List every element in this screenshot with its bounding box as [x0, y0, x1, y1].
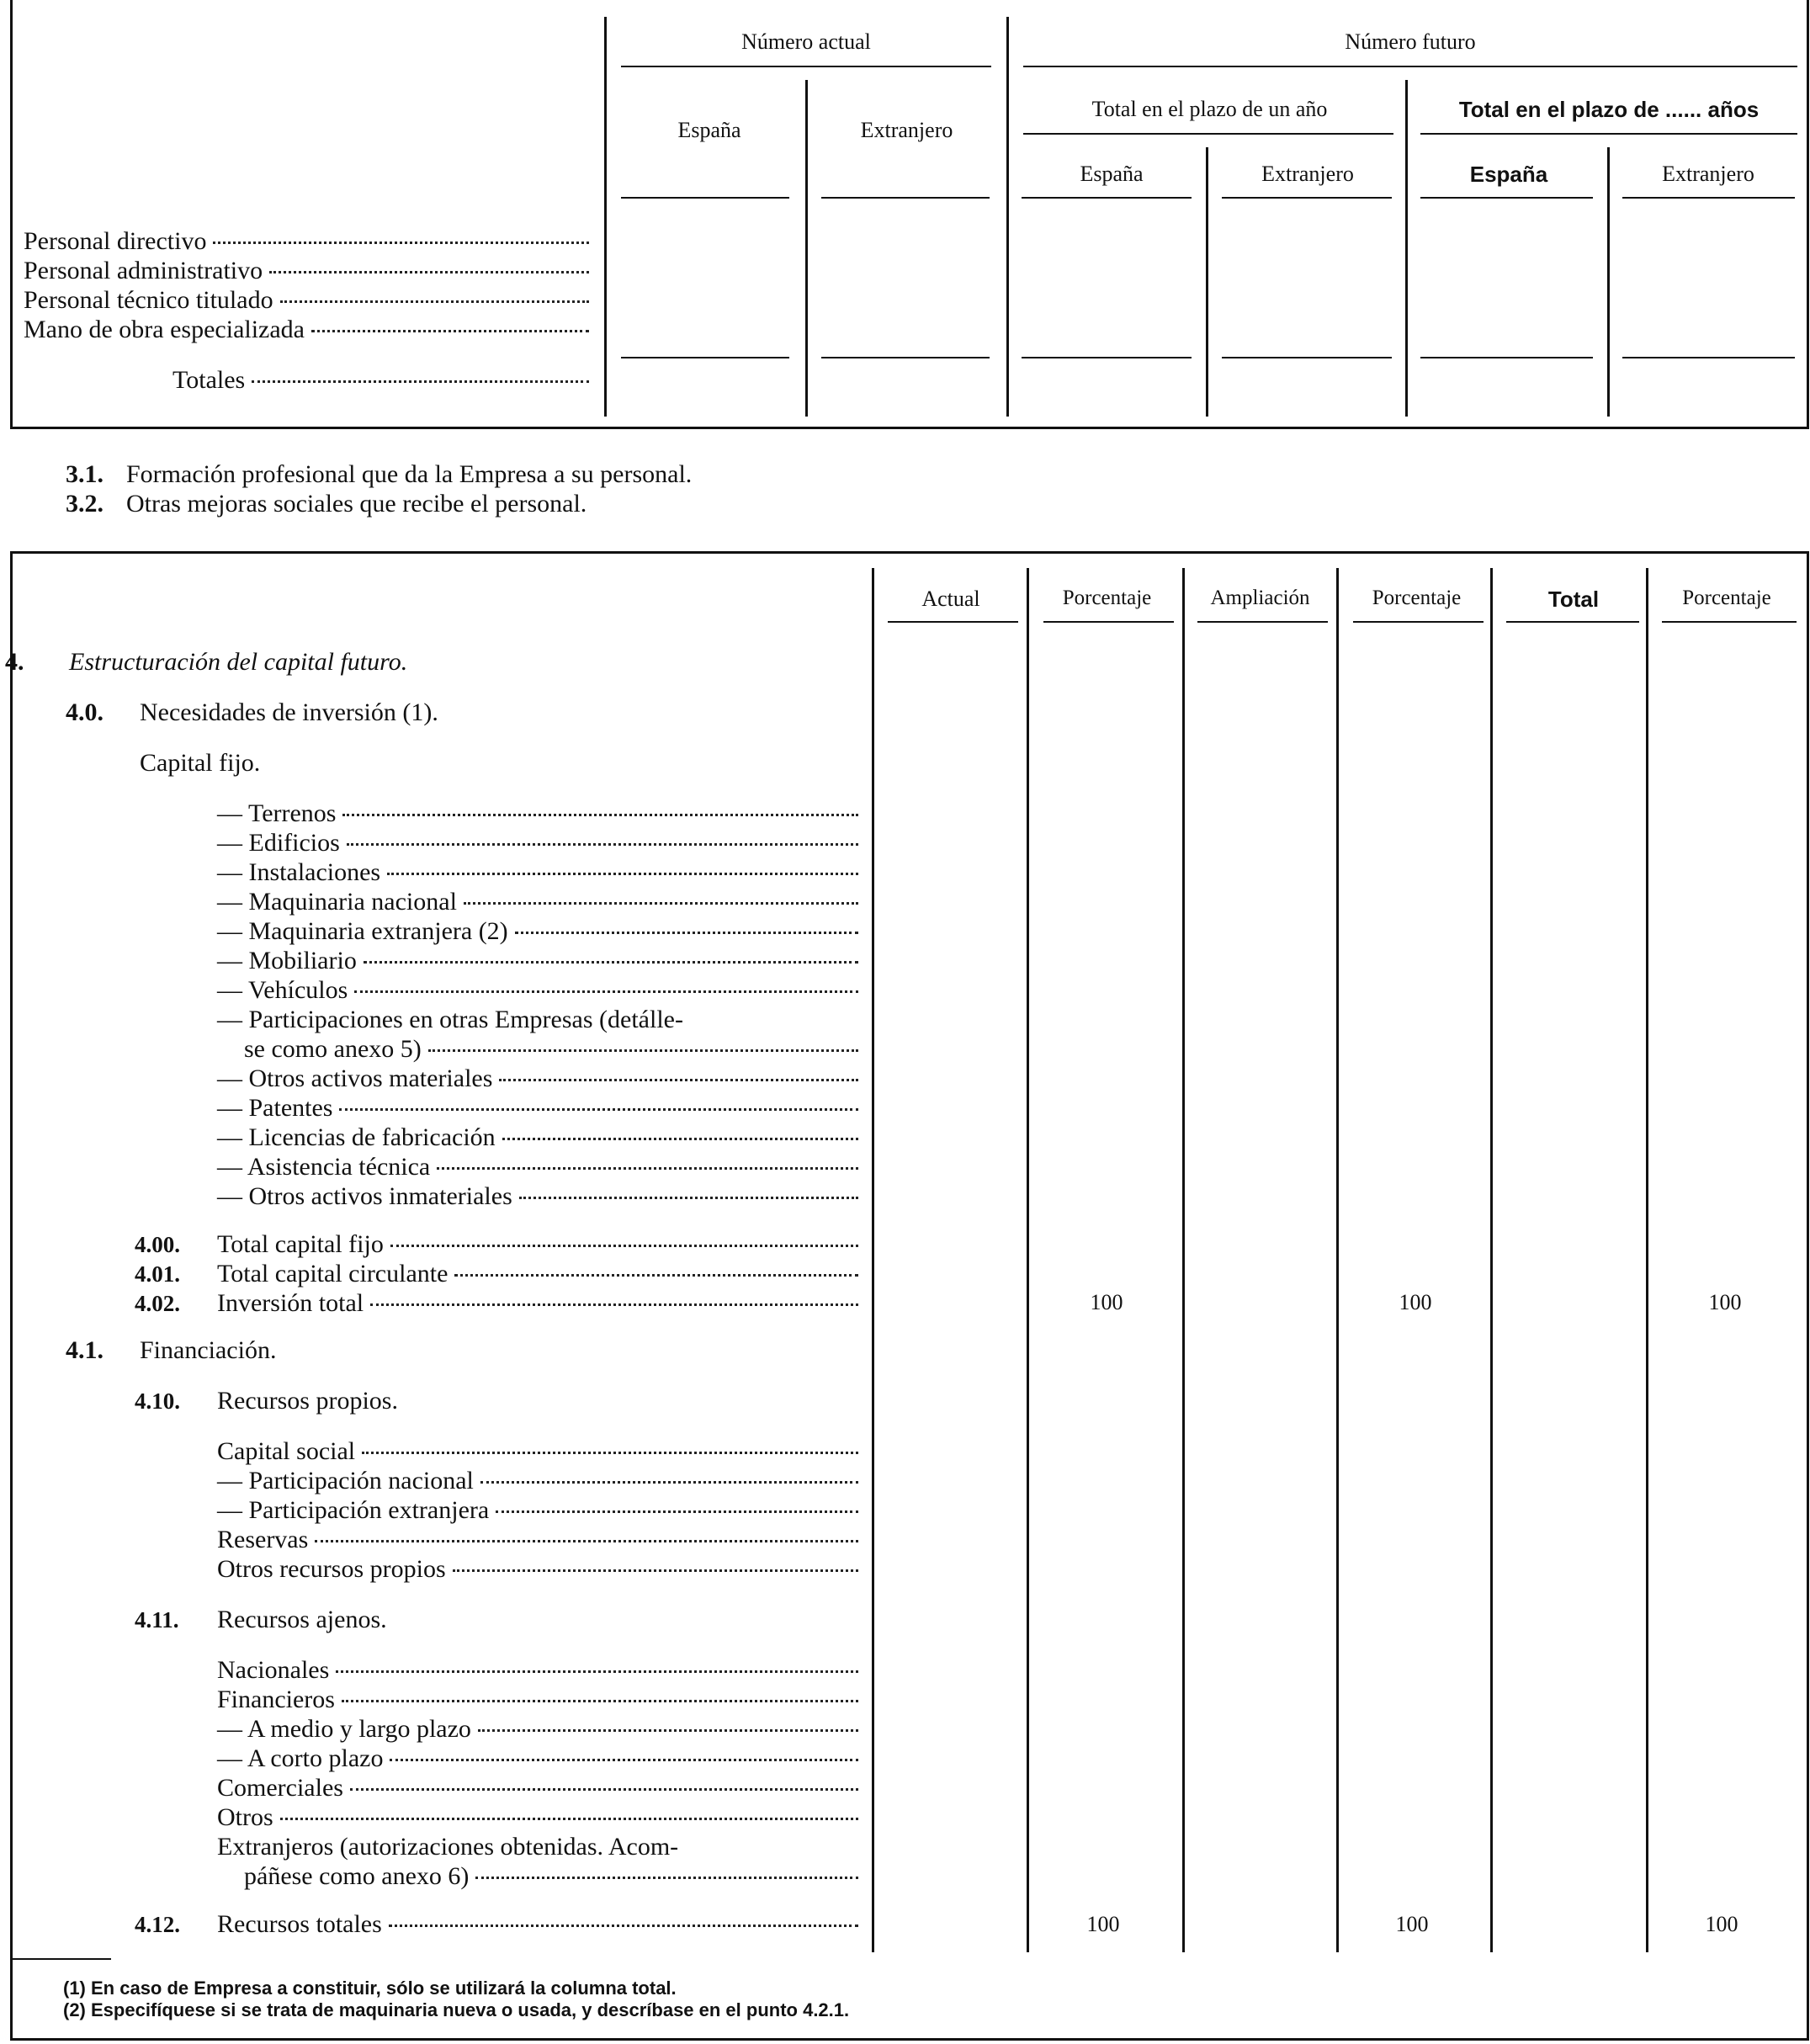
t2-header-bottom	[1197, 621, 1328, 623]
header-plazo-un-ano: Total en el plazo de un año	[1091, 97, 1328, 121]
row-otros-activos-inmateriales: — Otros activos inmateriales	[217, 1182, 858, 1211]
row-personal-directivo: Personal directivo	[24, 227, 589, 256]
row-edificios: — Edificios	[217, 829, 858, 857]
row-comerciales: Comerciales	[217, 1774, 858, 1802]
row-otros-recursos-propios: Otros recursos propios	[217, 1555, 858, 1584]
row-total-capital-circulante: 4.01. Total capital circulante	[135, 1260, 858, 1288]
header-total: Total	[1547, 587, 1600, 612]
t2-header-bottom	[888, 621, 1018, 623]
section-4-10: 4.10. Recursos propios.	[135, 1387, 398, 1415]
row-participacion-extranjera: — Participación extranjera	[217, 1496, 858, 1525]
section-4-1: 4.1. Financiación.	[66, 1336, 277, 1364]
row-licencias: — Licencias de fabricación	[217, 1123, 858, 1152]
row-participaciones-cont: se como anexo 5)	[244, 1035, 858, 1064]
header-espana: España	[677, 118, 741, 142]
t2-header-bottom	[1506, 621, 1639, 623]
header-actual: Actual	[921, 587, 980, 611]
t1-col-divider	[1206, 147, 1208, 417]
header-numero-actual: Número actual	[741, 29, 871, 54]
t1-header-bottom	[621, 197, 789, 199]
t1-totals-rule	[1022, 357, 1192, 358]
row-maquinaria-extranjera: — Maquinaria extranjera (2)	[217, 917, 858, 946]
section-4-0: 4.0. Necesidades de inversión (1).	[66, 698, 438, 726]
header-extranjero-3: Extranjero	[1662, 162, 1754, 186]
row-otros-activos-materiales: — Otros activos materiales	[217, 1064, 858, 1093]
recursos-porcentaje-2: 100	[1395, 1912, 1429, 1936]
t1-totals-rule	[1420, 357, 1593, 358]
item-3-1: 3.1. Formación profesional que da la Empresa a su personal.	[66, 460, 693, 488]
t1-col-divider	[1405, 80, 1408, 417]
section-4-title: 4. Estructuración del capital futuro.	[5, 648, 408, 676]
capital-fijo-heading: Capital fijo.	[140, 749, 261, 777]
row-reservas: Reservas	[217, 1526, 858, 1554]
row-participacion-nacional: — Participación nacional	[217, 1467, 858, 1495]
header-extranjero-2: Extranjero	[1261, 162, 1354, 186]
item-3-2: 3.2. Otras mejoras sociales que recibe el personal.	[66, 490, 587, 518]
row-participaciones: — Participaciones en otras Empresas (detálle-	[217, 1006, 683, 1033]
t1-totals-rule	[1222, 357, 1392, 358]
header-porcentaje-1: Porcentaje	[1062, 587, 1152, 609]
header-espana-2: España	[1080, 162, 1144, 186]
t1-header-bottom	[821, 197, 990, 199]
t1-header-rule	[1023, 66, 1797, 67]
row-otros: Otros	[217, 1803, 858, 1832]
t1-totals-rule	[821, 357, 990, 358]
header-numero-futuro: Número futuro	[1345, 29, 1476, 54]
header-ampliacion: Ampliación	[1210, 587, 1310, 609]
row-maquinaria-nacional: — Maquinaria nacional	[217, 888, 858, 916]
row-totales: Totales	[173, 366, 589, 395]
t1-header-rule	[621, 66, 991, 67]
t1-header-rule	[1023, 133, 1393, 135]
t2-col-divider	[1336, 568, 1339, 1952]
t1-totals-rule	[621, 357, 789, 358]
recursos-porcentaje-3: 100	[1705, 1912, 1738, 1936]
header-extranjero: Extranjero	[860, 118, 953, 142]
t2-header-bottom	[1353, 621, 1484, 623]
inversion-porcentaje-2: 100	[1399, 1290, 1432, 1314]
row-corto-plazo: — A corto plazo	[217, 1744, 858, 1773]
row-vehiculos: — Vehículos	[217, 976, 858, 1005]
row-medio-largo-plazo: — A medio y largo plazo	[217, 1715, 858, 1744]
row-patentes: — Patentes	[217, 1094, 858, 1123]
footnote-separator	[10, 1958, 111, 1960]
t1-totals-rule	[1622, 357, 1795, 358]
personnel-table	[10, 0, 1809, 429]
t2-header-bottom	[1662, 621, 1797, 623]
row-instalaciones: — Instalaciones	[217, 858, 858, 887]
row-financieros: Financieros	[217, 1686, 858, 1714]
row-mobiliario: — Mobiliario	[217, 947, 858, 975]
t1-header-bottom	[1622, 197, 1795, 199]
row-personal-administrativo: Personal administrativo	[24, 257, 589, 285]
t1-col-divider	[1607, 147, 1610, 417]
recursos-porcentaje-1: 100	[1086, 1912, 1120, 1936]
t2-col-divider	[1027, 568, 1029, 1952]
row-capital-social: Capital social	[217, 1437, 858, 1466]
row-inversion-total: 4.02. Inversión total	[135, 1289, 858, 1318]
row-extranjeros-cont: páñese como anexo 6)	[244, 1862, 858, 1891]
t1-header-bottom	[1022, 197, 1192, 199]
t1-header-bottom	[1222, 197, 1392, 199]
t1-col-divider	[1006, 17, 1009, 417]
footnote-1: (1) En caso de Empresa a constituir, sólo se utilizará la columna total.	[63, 1978, 677, 1999]
row-terrenos: — Terrenos	[217, 799, 858, 828]
row-recursos-totales: 4.12. Recursos totales	[135, 1910, 858, 1939]
footnote-2: (2) Especifíquese si se trata de maquinaria nueva o usada, y descríbase en el punto 4.2.1.	[63, 1999, 850, 2020]
row-extranjeros: Extranjeros (autorizaciones obtenidas. Acom-	[217, 1833, 679, 1861]
t2-col-divider	[1490, 568, 1493, 1952]
t1-header-rule	[1420, 133, 1797, 135]
t2-col-divider	[872, 568, 874, 1952]
row-nacionales: Nacionales	[217, 1656, 858, 1685]
header-plazo-anos: Total en el plazo de ...... años	[1458, 97, 1760, 122]
header-porcentaje-2: Porcentaje	[1372, 587, 1462, 609]
row-asistencia-tecnica: — Asistencia técnica	[217, 1153, 858, 1181]
section-4-11: 4.11. Recursos ajenos.	[135, 1606, 387, 1633]
inversion-porcentaje-3: 100	[1708, 1290, 1742, 1314]
t2-col-divider	[1646, 568, 1648, 1952]
row-mano-de-obra: Mano de obra especializada	[24, 316, 589, 344]
t1-col-divider	[805, 80, 808, 417]
header-porcentaje-3: Porcentaje	[1682, 587, 1771, 609]
t1-header-bottom	[1420, 197, 1593, 199]
t1-col-divider	[604, 17, 607, 417]
t2-col-divider	[1182, 568, 1185, 1952]
row-total-capital-fijo: 4.00. Total capital fijo	[135, 1230, 858, 1259]
t2-header-bottom	[1043, 621, 1174, 623]
inversion-porcentaje-1: 100	[1090, 1290, 1123, 1314]
row-personal-tecnico: Personal técnico titulado	[24, 286, 589, 315]
header-espana-3: España	[1469, 162, 1548, 187]
